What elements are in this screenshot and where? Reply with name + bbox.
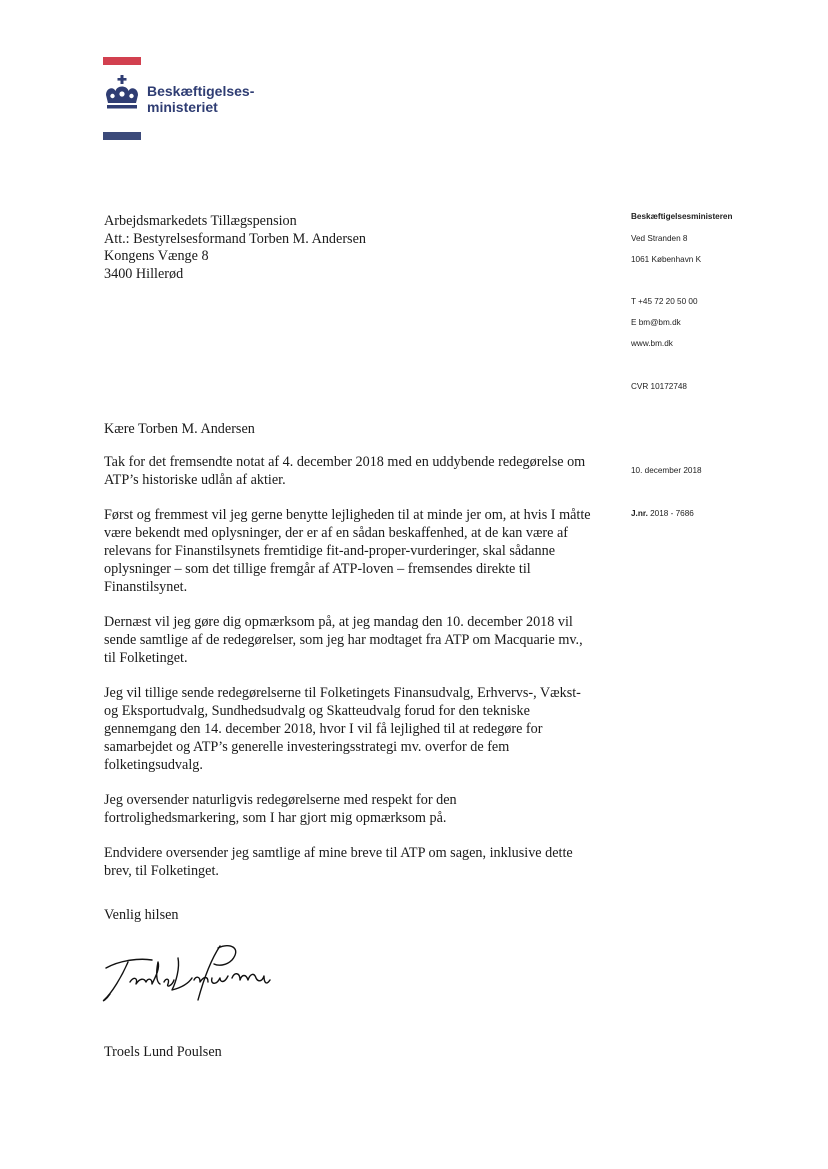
recipient-line: Att.: Bestyrelsesformand Torben M. Andersen [104, 230, 366, 247]
handwritten-signature [100, 938, 275, 1008]
paragraph: Jeg oversender naturligvis redegørelserne med respekt for den fortrolighedsmarkering, som I har gjort mig opmærksom på. [104, 792, 457, 826]
logo-blue-bar [103, 132, 141, 140]
crown-icon [103, 75, 141, 115]
ministry-name-line2: ministeriet [147, 99, 218, 115]
journal-number-value: 2018 - 7686 [650, 509, 694, 518]
journal-number [631, 509, 694, 518]
recipient-line: Arbejdsmarkedets Tillægspension [104, 213, 297, 229]
paragraph: Dernæst vil jeg gøre dig opmærksom på, at jeg mandag den 10. december 2018 vil sende samtlige af de redegørelser, som jeg har modtaget fra ATP om Macquarie mv., til Folketinget. [104, 614, 583, 666]
sender-cvr: CVR 10172748 [631, 382, 687, 391]
journal-number-label: J.nr. [631, 509, 648, 518]
ministry-name [147, 83, 254, 115]
recipient-address [104, 213, 366, 283]
signer-name: Troels Lund Poulsen [104, 1044, 222, 1060]
ministry-name-line1: Beskæftigelses- [147, 83, 255, 99]
recipient-line: Kongens Vænge 8 [104, 248, 209, 264]
sender-street: Ved Stranden 8 [631, 234, 688, 243]
paragraph: Først og fremmest vil jeg gerne benytte lejligheden til at minde jer om, at hvis I måtte være bekendt med oplysninger, der er af en sådan beskaffenhed, at de kan være af relevans for Finanstilsynets fremtidige fit-and-proper-vurderinger, skal sådanne oplysninger – som det tillige fremgår af ATP-loven – fremsendes direkte til Finanstilsynet. [104, 507, 591, 595]
closing: Venlig hilsen [104, 907, 179, 923]
sender-email: E bm@bm.dk [631, 318, 681, 327]
sender-city: 1061 København K [631, 255, 702, 264]
ministry-logo [103, 57, 303, 147]
paragraph: Endvidere oversender jeg samtlige af mine breve til ATP om sagen, inklusive dette brev, til Folketinget. [104, 845, 573, 879]
paragraph: Jeg vil tillige sende redegørelserne til Folketingets Finansudvalg, Erhvervs-, Vækst- og Eksportudvalg, Sundhedsudvalg og Skatteudvalg forud for den tekniske gennemgang den 14. december 2018, hvor I vil få lejlighed til at redegøre for samarbejdet og ATP’s generelle investeringsstrategi mv. overfor de fem folketingsudvalg. [104, 685, 581, 773]
sender-phone: T +45 72 20 50 00 [631, 297, 698, 306]
salutation: Kære Torben M. Andersen [104, 421, 255, 437]
letter-body [104, 420, 594, 897]
recipient-line: 3400 Hillerød [104, 265, 184, 282]
letter-date: 10. december 2018 [631, 466, 702, 475]
logo-red-bar [103, 57, 141, 65]
paragraph: Tak for det fremsendte notat af 4. december 2018 med en uddybende redegørelse om ATP’s historiske udlån af aktier. [104, 454, 586, 488]
sender-name: Beskæftigelsesministeren [631, 212, 733, 221]
sender-web: www.bm.dk [631, 339, 673, 348]
